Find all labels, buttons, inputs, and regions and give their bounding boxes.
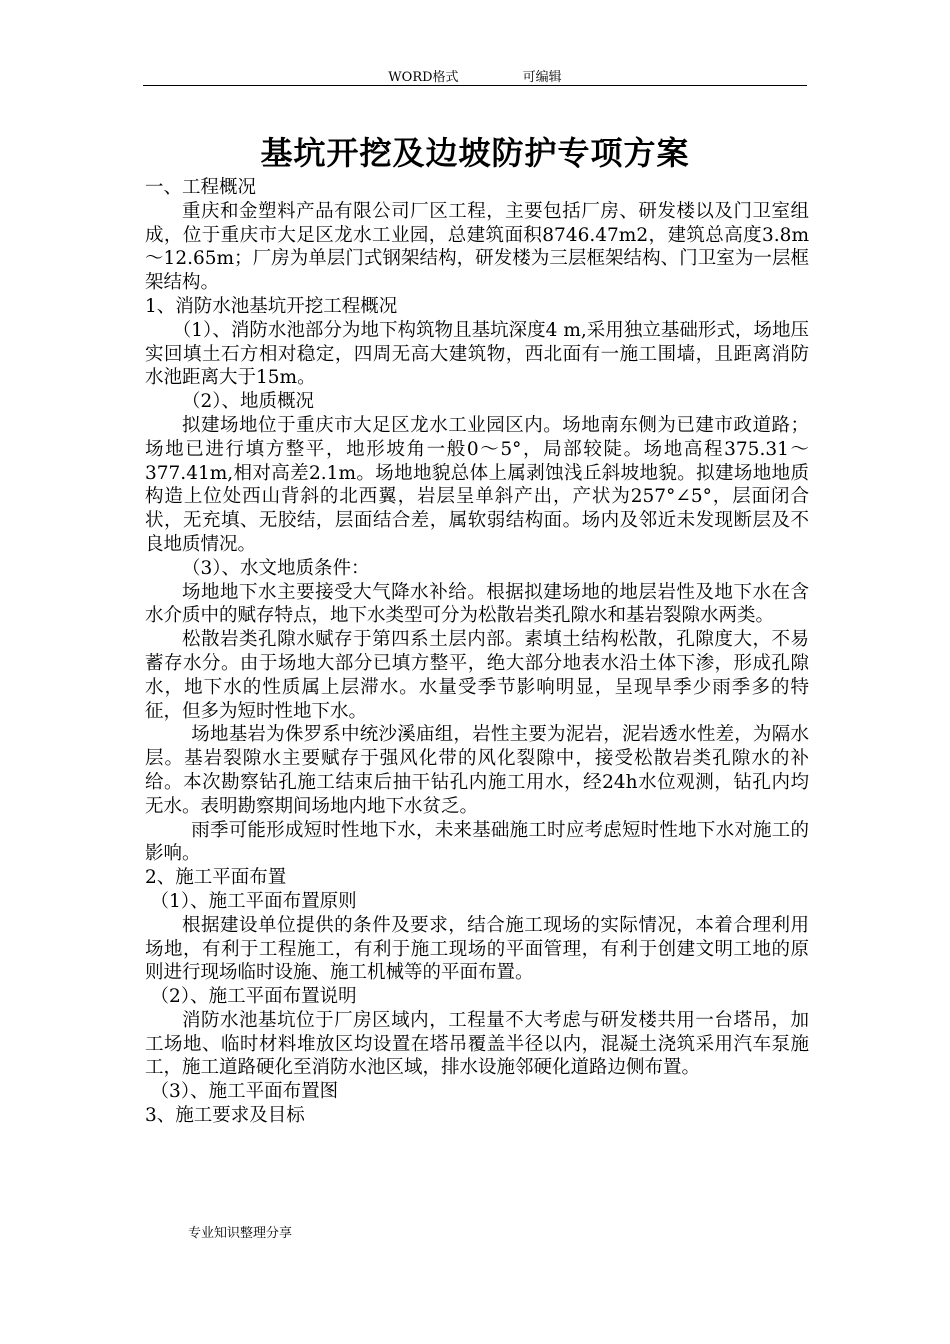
document-body bbox=[145, 176, 809, 1128]
paragraph: （1）、消防水池部分为地下构筑物且基坑深度4 m,采用独立基础形式，场地压实回填土石方相对稳定，四周无高大建筑物，西北面有一施工围墙，且距离消防水池距离大于15m。 bbox=[145, 319, 809, 389]
paragraph: 根据建设单位提供的条件及要求，结合施工现场的实际情况，本着合理利用场地，有利于工程施工，有利于施工现场的平面管理，有利于创建文明工地的原则进行现场临时设施、施工机械等的平面布置。 bbox=[145, 914, 809, 984]
document-title: 基坑开挖及边坡防护专项方案 bbox=[260, 134, 690, 172]
paragraph: （1）、施工平面布置原则 bbox=[150, 890, 357, 912]
paragraph: 消防水池基坑位于厂房区域内，工程量不大考虑与研发楼共用一台塔吊，加工场地、临时材料堆放区均设置在塔吊覆盖半径以内，混凝土浇筑采用汽车泵施工，施工道路硬化至消防水池区域，排水设施邻硬化道路边侧布置。 bbox=[145, 1009, 809, 1079]
page-footer: 专业知识整理分享 bbox=[188, 1226, 293, 1241]
header-editable-label: 可编辑 bbox=[522, 70, 562, 85]
paragraph: （2）、施工平面布置说明 bbox=[150, 986, 357, 1008]
paragraph: （3）、施工平面布置图 bbox=[150, 1081, 339, 1103]
paragraph: 1、消防水池基坑开挖工程概况 bbox=[145, 295, 398, 317]
paragraph: 场地基岩为侏罗系中统沙溪庙组，岩性主要为泥岩，泥岩透水性差，为隔水层。基岩裂隙水主要赋存于强风化带的风化裂隙中，接受松散岩类孔隙水的补给。本次勘察钻孔施工结束后抽干钻孔内施工用水，经24h水位观测，钻孔内均无水。表明勘察期间场地内地下水贫乏。 bbox=[145, 724, 809, 817]
header-format-label: WORD格式 bbox=[388, 70, 459, 85]
paragraph: 3、施工要求及目标 bbox=[145, 1105, 305, 1127]
header-divider bbox=[143, 85, 807, 86]
page-header bbox=[0, 66, 950, 85]
paragraph: 拟建场地位于重庆市大足区龙水工业园区内。场地南东侧为已建市政道路；场地已进行填方整平，地形坡角一般0～5°，局部较陡。场地高程375.31～377.41m,相对高差2.1m。场地地貌总体上属剥蚀浅丘斜坡地貌。拟建场地地质构造上位处西山背斜的北西翼，岩层呈单斜产出，产状为257°∠5°，层面闭合状，无充填、无胶结，层面结合差，属软弱结构面。场内及邻近未发现断层及不良地质情况。 bbox=[145, 414, 809, 555]
paragraph: 一、工程概况 bbox=[145, 177, 257, 198]
paragraph: 场地地下水主要接受大气降水补给。根据拟建场地的地层岩性及地下水在含水介质中的赋存特点，地下水类型可分为松散岩类孔隙水和基岩裂隙水两类。 bbox=[145, 581, 809, 627]
paragraph: 2、施工平面布置 bbox=[145, 867, 287, 889]
paragraph: 松散岩类孔隙水赋存于第四系土层内部。素填土结构松散，孔隙度大，不易蓄存水分。由于场地大部分已填方整平，绝大部分地表水沿土体下渗，形成孔隙水，地下水的性质属上层滞水。水量受季节影响明显，呈现旱季少雨季多的特征，但多为短时性地下水。 bbox=[145, 629, 809, 722]
paragraph: （3）、水文地质条件： bbox=[182, 557, 370, 579]
paragraph: （2）、地质概况 bbox=[182, 391, 315, 413]
paragraph: 重庆和金塑料产品有限公司厂区工程，主要包括厂房、研发楼以及门卫室组成，位于重庆市大足区龙水工业园，总建筑面积8746.47m2，建筑总高度3.8m～12.65m；厂房为单层门式钢架结构，研发楼为三层框架结构、门卫室为一层框架结构。 bbox=[145, 200, 809, 294]
paragraph: 雨季可能形成短时性地下水，未来基础施工时应考虑短时性地下水对施工的影响。 bbox=[145, 819, 809, 865]
